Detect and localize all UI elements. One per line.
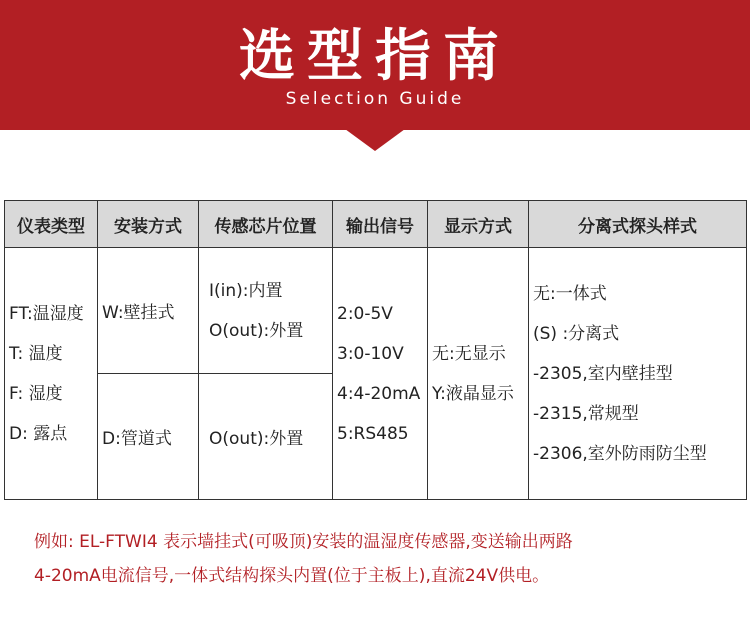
banner-arrow — [345, 129, 405, 151]
table-header-row — [5, 201, 747, 248]
output-signal-item: 5:RS485 — [337, 423, 409, 444]
output-signal-item: 2:0-5V — [337, 303, 393, 324]
instrument-type-item: D: 露点 — [9, 423, 68, 444]
chip-position-item: I(in):内置 — [209, 280, 283, 301]
display-mode-item: 无:无显示 — [432, 343, 506, 364]
instrument-type-item: F: 湿度 — [9, 383, 63, 404]
header-instrument-type: 仪表类型 — [5, 201, 98, 248]
output-signal-item: 4:4-20mA — [337, 383, 421, 404]
display-mode-cell — [428, 248, 529, 500]
example-note-line: 4-20mA电流信号,一体式结构探头内置(位于主板上),直流24V供电。 — [34, 566, 550, 586]
output-signal-cell — [333, 248, 428, 500]
page-title: 选型指南 — [239, 24, 511, 89]
chip-wall-cell — [199, 248, 333, 374]
mount-wall-cell: W:壁挂式 — [98, 248, 199, 374]
probe-style-cell — [529, 248, 747, 500]
page-subtitle: Selection Guide — [285, 89, 465, 109]
instrument-type-cell — [5, 248, 98, 500]
header-display-mode: 显示方式 — [428, 201, 529, 248]
probe-style-item: 无:一体式 — [533, 283, 607, 304]
probe-style-item: -2306,室外防雨防尘型 — [533, 443, 707, 464]
example-note-line: 例如: EL-FTWI4 表示墙挂式(可吸顶)安装的温湿度传感器,变送输出两路 — [34, 532, 573, 552]
probe-style-item: -2305,室内壁挂型 — [533, 363, 673, 384]
probe-style-item: -2315,常规型 — [533, 403, 639, 424]
probe-style-item: (S) :分离式 — [533, 323, 620, 344]
mount-duct-cell: D:管道式 — [98, 374, 199, 500]
example-note — [34, 525, 734, 593]
chip-position-item: O(out):外置 — [209, 320, 304, 341]
instrument-type-item: FT:温湿度 — [9, 303, 84, 324]
selection-table — [4, 200, 747, 500]
header-output-signal: 输出信号 — [333, 201, 428, 248]
output-signal-item: 3:0-10V — [337, 343, 404, 364]
header-chip-position: 传感芯片位置 — [199, 201, 333, 248]
chip-duct-cell: O(out):外置 — [199, 374, 333, 500]
header-probe-style: 分离式探头样式 — [529, 201, 747, 248]
header-mount-type: 安装方式 — [98, 201, 199, 248]
table-row — [5, 248, 747, 374]
instrument-type-item: T: 温度 — [9, 343, 63, 364]
display-mode-item: Y:液晶显示 — [432, 383, 514, 404]
